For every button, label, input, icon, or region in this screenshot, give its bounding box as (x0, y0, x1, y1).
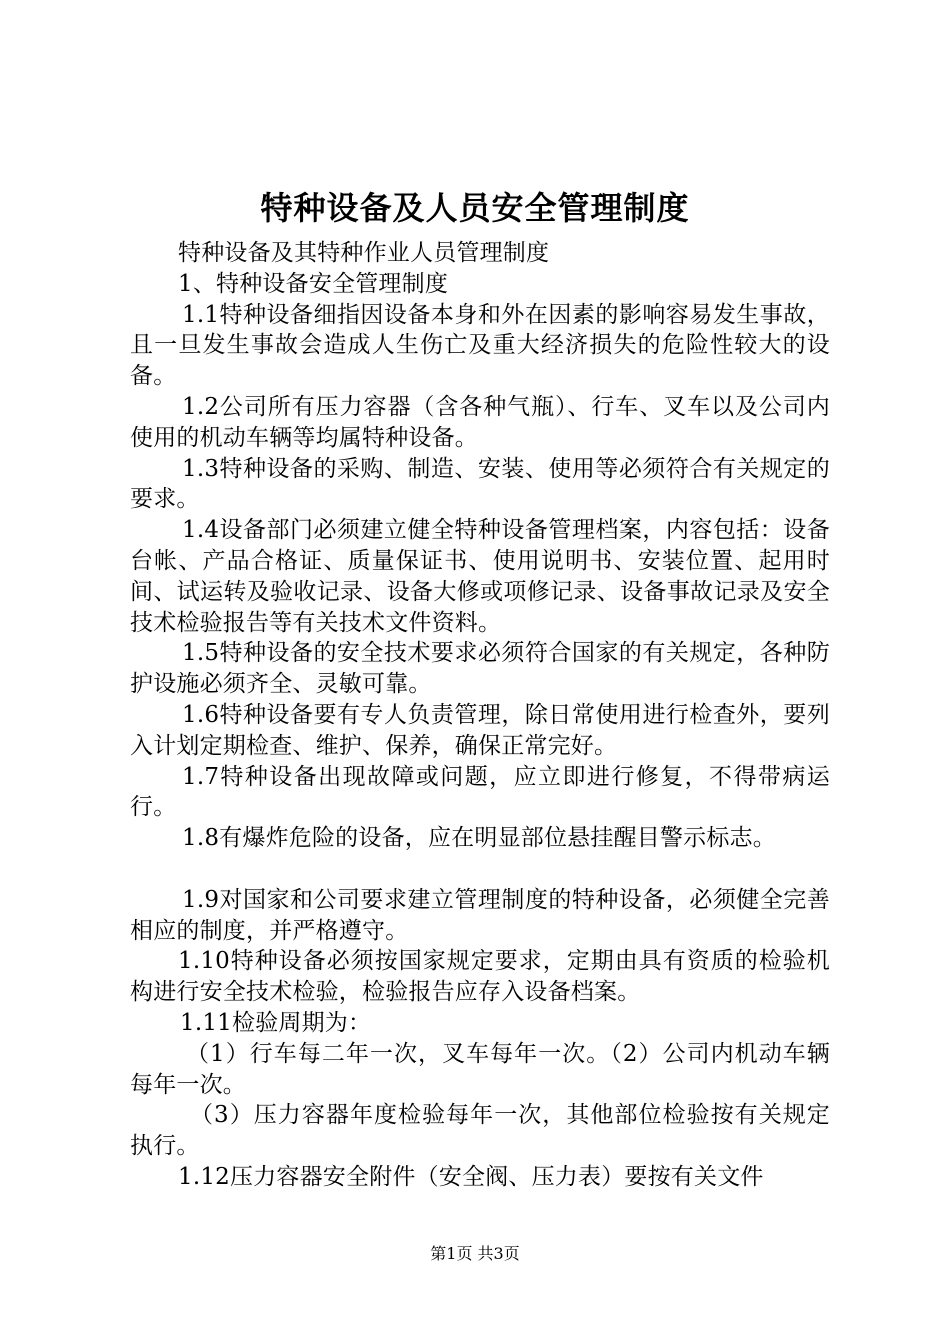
paragraph-inspection-3: （3）压力容器年度检验每年一次，其他部位检验按有关规定执行。 (130, 1102, 830, 1160)
page-title: 特种设备及人员安全管理制度 (260, 189, 690, 227)
paragraph-1-6: 1.6特种设备要有专人负责管理，除日常使用进行检查外，要列入计划定期检查、维护、保养，确保正常完好。 (130, 701, 830, 759)
paragraph-1-7: 1.7特种设备出现故障或问题，应立即进行修复，不得带病运行。 (130, 763, 830, 821)
paragraph-1-5: 1.5特种设备的安全技术要求必须符合国家的有关规定，各种防护设施必须齐全、灵敏可靠。 (130, 640, 830, 698)
paragraph-inspection-1: （1）行车每二年一次，叉车每年一次。（2）公司内机动车辆每年一次。 (130, 1040, 830, 1098)
paragraph-1-8: 1.8有爆炸危险的设备，应在明显部位悬挂醒目警示标志。 (182, 825, 776, 852)
paragraph-1-12: 1.12压力容器安全附件（安全阀、压力表）要按有关文件 (178, 1163, 764, 1190)
paragraph-1-4: 1.4设备部门必须建立健全特种设备管理档案，内容包括：设备台帐、产品合格证、质量保证书、使用说明书、安装位置、起用时间、试运转及验收记录、设备大修或项修记录、设备事故记录及安全技术检验报告等有关技术文件资料。 (130, 517, 830, 636)
paragraph-1-9: 1.9对国家和公司要求建立管理制度的特种设备，必须健全完善相应的制度，并严格遵守。 (130, 886, 830, 944)
paragraph-1-1: 1.1特种设备细指因设备本身和外在因素的影响容易发生事故，且一旦发生事故会造成人生伤亡及重大经济损失的危险性较大的设备。 (130, 301, 830, 390)
paragraph-1-3: 1.3特种设备的采购、制造、安装、使用等必须符合有关规定的要求。 (130, 455, 830, 513)
page-footer: 第1页 共3页 (430, 1244, 520, 1263)
blank-line (130, 854, 830, 885)
paragraph-section-1: 1、特种设备安全管理制度 (178, 270, 449, 297)
paragraph-1-10: 1.10特种设备必须按国家规定要求，定期由具有资质的检验机构进行安全技术检验，检验报告应存入设备档案。 (130, 948, 830, 1006)
paragraph-1-2: 1.2公司所有压力容器（含各种气瓶）、行车、叉车以及公司内使用的机动车辆等均属特种设备。 (130, 393, 830, 451)
paragraph-1-11: 1.11检验周期为： (180, 1009, 372, 1036)
paragraph-subtitle: 特种设备及其特种作业人员管理制度 (178, 240, 550, 266)
document-body (130, 238, 830, 1193)
